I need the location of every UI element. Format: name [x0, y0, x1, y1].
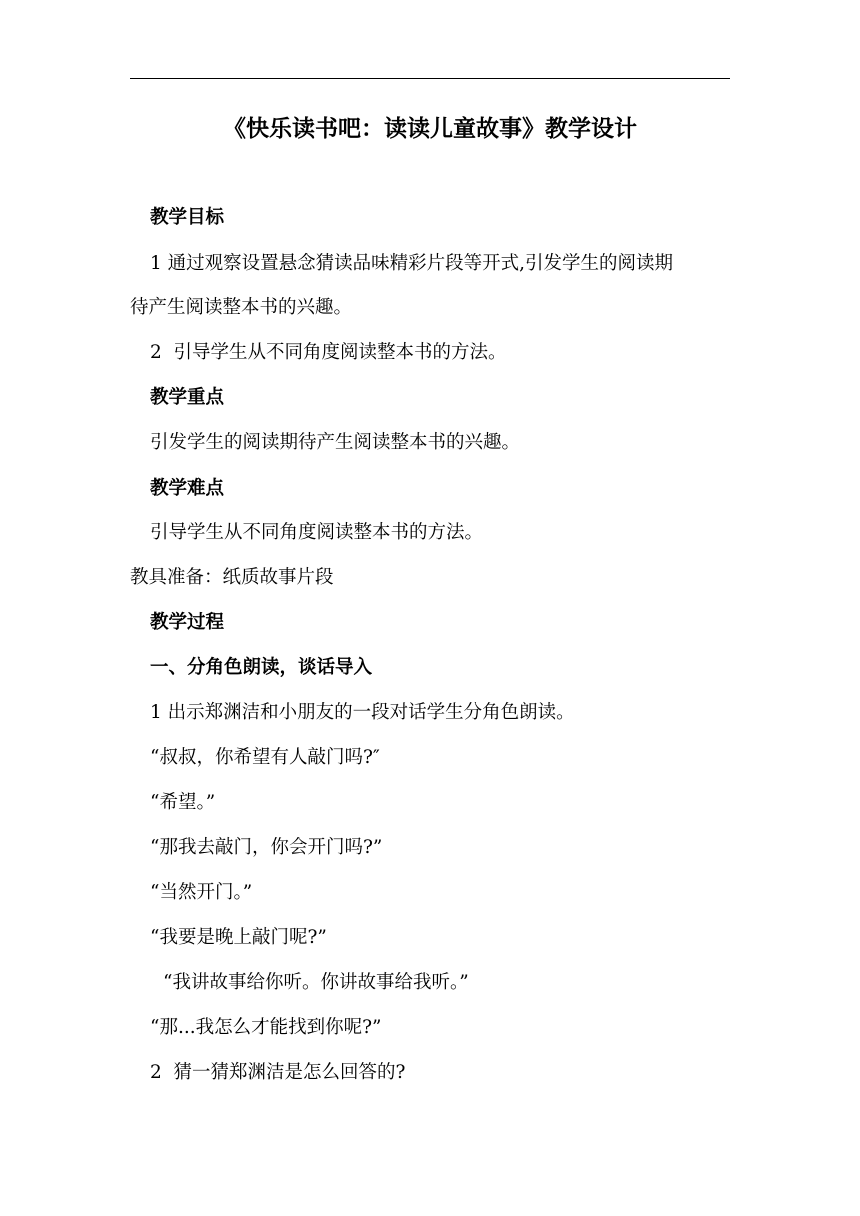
- header-rule: [130, 78, 730, 79]
- dialogue-line: “我要是晚上敲门呢?”: [150, 927, 327, 948]
- dialogue-line: “那...我怎么才能找到你呢?”: [150, 1017, 382, 1038]
- goal-heading: 教学目标: [150, 207, 225, 228]
- materials-line: 教具准备：纸质故事片段: [130, 567, 334, 588]
- dialogue-line: “希望。”: [150, 792, 216, 813]
- process-heading: 教学过程: [150, 612, 225, 633]
- difficulty-text: 引导学生从不同角度阅读整本书的方法。: [150, 522, 484, 543]
- document-title: 《快乐读书吧：读读儿童故事》教学设计: [223, 115, 637, 142]
- step-1-item-2: 2 猜一猜郑渊洁是怎么回答的?: [150, 1062, 406, 1083]
- dialogue-line: “叔叔，你希望有人敲门吗?″: [150, 747, 380, 768]
- key-point-heading: 教学重点: [150, 387, 225, 408]
- dialogue-line: “当然开门。”: [150, 882, 253, 903]
- dialogue-line: “我讲故事给你听。你讲故事给我听。”: [163, 972, 469, 993]
- step-1-item-1: 1 出示郑渊洁和小朋友的一段对话学生分角色朗读。: [150, 702, 575, 723]
- goal-1-line-2: 待产生阅读整本书的兴趣。: [130, 297, 353, 318]
- goal-1-line-1: 1 通过观察设置悬念猜读品味精彩片段等开式,引发学生的阅读期: [150, 253, 674, 274]
- step-1-heading: 一、分角色朗读，谈话导入: [150, 657, 373, 678]
- difficulty-heading: 教学难点: [150, 478, 225, 499]
- key-point-text: 引发学生的阅读期待产生阅读整本书的兴趣。: [150, 432, 521, 453]
- dialogue-line: “那我去敲门，你会开门吗?”: [150, 837, 383, 858]
- goal-2: 2 引导学生从不同角度阅读整本书的方法。: [150, 342, 507, 363]
